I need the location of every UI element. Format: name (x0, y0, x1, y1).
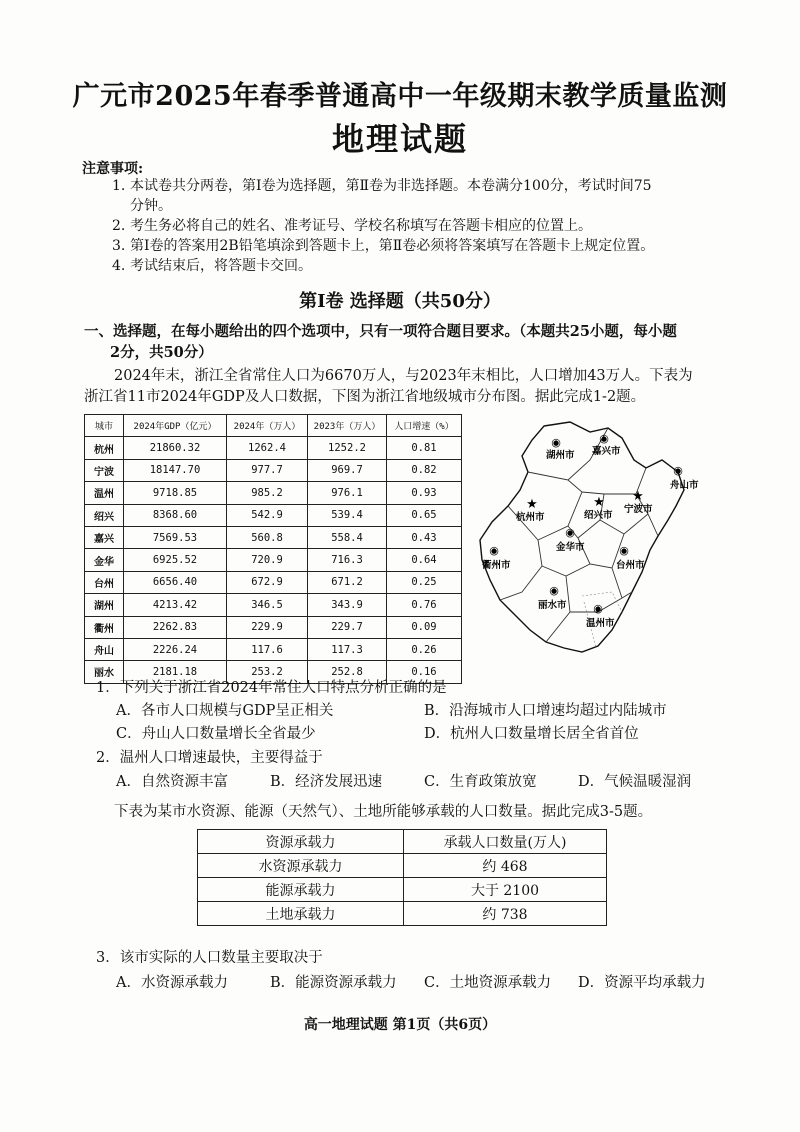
notice-item-1-cont: 分钟。 (130, 198, 172, 214)
value-cell: 9718.85 (124, 482, 227, 504)
city-name-cell: 衢州 (85, 616, 124, 638)
map-label-hangzhou: 杭州市 (516, 512, 545, 523)
value-cell: 716.3 (308, 549, 387, 571)
map-pin-icon: ◉ (673, 464, 683, 477)
question-3-option-c[interactable]: C．土地资源承载力 (424, 975, 552, 991)
notice-heading: 注意事项: (82, 161, 144, 177)
map-pin-icon: ◉ (489, 544, 499, 557)
col-header: 2024年（万人） (227, 415, 308, 437)
value-cell: 671.2 (308, 571, 387, 593)
map-pin-icon: ◉ (549, 584, 559, 597)
section-instruction: 一、选择题，在每小题给出的四个选项中，只有一项符合题目要求。（本题共25小题，每小题 (84, 323, 677, 340)
exam-subject: 地理试题 (331, 120, 468, 158)
col-header: 承载人口数量(万人) (404, 830, 607, 854)
passage-1: 2024年末，浙江全省常住人口为6670万人，与2023年末相比，人口增加43万人。下表为 (114, 368, 693, 384)
city-name-cell: 舟山 (85, 638, 124, 660)
value-cell: 2181.18 (124, 661, 227, 683)
resource-capacity-table (197, 829, 607, 926)
map-label-zhoushan: 舟山市 (670, 480, 699, 491)
map-label-jinhua: 金华市 (556, 542, 585, 553)
city-name-cell: 宁波 (85, 459, 124, 481)
map-label-wenzhou: 温州市 (586, 618, 615, 629)
value-cell: 0.64 (387, 549, 462, 571)
star-icon: ★ (526, 497, 538, 512)
value-cell: 0.16 (387, 661, 462, 683)
section-instruction-cont: 2分，共50分） (110, 344, 213, 361)
value-cell: 0.82 (387, 459, 462, 481)
table-row: 土地承载力 约 738 (198, 902, 607, 926)
value-cell: 117.3 (308, 638, 387, 660)
question-3-stem: 3．该市实际的人口数量主要取决于 (96, 950, 323, 966)
city-name-cell: 绍兴 (85, 504, 124, 526)
map-label-huzhou: 湖州市 (546, 450, 575, 461)
question-2-option-d[interactable]: D．气候温暖湿润 (578, 774, 692, 790)
value-cell: 1252.2 (308, 437, 387, 459)
map-label-quzhou: 衢州市 (482, 560, 511, 571)
value-cell: 346.5 (227, 594, 308, 616)
value-cell: 252.8 (308, 661, 387, 683)
map-label-jiaxing: 嘉兴市 (592, 446, 621, 457)
city-labels (482, 445, 699, 629)
province-outline (480, 422, 684, 652)
value-cell: 4213.42 (124, 594, 227, 616)
star-icon: ★ (593, 495, 605, 510)
map-label-ningbo: 宁波市 (624, 504, 653, 515)
value-cell: 672.9 (227, 571, 308, 593)
page-footer: 高一地理试题 第1页（共6页） (303, 1017, 497, 1033)
value-cell: 253.2 (227, 661, 308, 683)
value-cell: 985.2 (227, 482, 308, 504)
table-row (85, 638, 462, 660)
star-icon: ★ (632, 489, 644, 504)
city-name-cell: 丽水 (85, 661, 124, 683)
table-row: 水资源承载力 约 468 (198, 854, 607, 878)
value-cell: 539.4 (308, 504, 387, 526)
table-row (85, 482, 462, 504)
city-name-cell: 温州 (85, 482, 124, 504)
value-cell: 343.9 (308, 594, 387, 616)
value-cell: 0.09 (387, 616, 462, 638)
table-row (85, 571, 462, 593)
table-row (85, 616, 462, 638)
question-1-stem: 1．下列关于浙江省2024年常住人口特点分析正确的是 (96, 680, 447, 696)
question-2-option-c[interactable]: C．生育政策放宽 (424, 774, 537, 790)
city-name-cell: 台州 (85, 571, 124, 593)
table-row (85, 504, 462, 526)
value-cell: 1262.4 (227, 437, 308, 459)
col-header: 2023年（万人） (308, 415, 387, 437)
map-label-shaoxing: 绍兴市 (584, 510, 613, 521)
question-2-stem: 2．温州人口增速最快，主要得益于 (96, 750, 323, 766)
exam-title: 广元市2025年春季普通高中一年级期末教学质量监测 (72, 81, 728, 112)
value-cell: 976.1 (308, 482, 387, 504)
city-name-cell: 金华 (85, 549, 124, 571)
zhejiang-city-map (472, 416, 712, 666)
value-cell: 0.25 (387, 571, 462, 593)
notice-item-1: 1. 本试卷共分两卷，第Ⅰ卷为选择题，第Ⅱ卷为非选择题。本卷满分100分，考试时间75 (112, 178, 652, 194)
map-label-lishui: 丽水市 (538, 600, 567, 611)
value-cell: 558.4 (308, 526, 387, 548)
value-cell: 6656.40 (124, 571, 227, 593)
value-cell: 7569.53 (124, 526, 227, 548)
city-name-cell: 湖州 (85, 594, 124, 616)
value-cell: 542.9 (227, 504, 308, 526)
question-2-option-b[interactable]: B．经济发展迅速 (270, 774, 383, 790)
question-3-option-b[interactable]: B．能源资源承载力 (270, 975, 397, 991)
table-row (85, 594, 462, 616)
value-cell: 0.26 (387, 638, 462, 660)
table-row (85, 437, 462, 459)
value-cell: 21860.32 (124, 437, 227, 459)
map-label-taizhou: 台州市 (616, 560, 645, 571)
question-3-option-d[interactable]: D．资源平均承载力 (578, 975, 706, 991)
notice-item-4: 4. 考试结束后，将答题卡交回。 (112, 258, 312, 274)
value-cell: 0.43 (387, 526, 462, 548)
col-header: 城市 (85, 415, 124, 437)
value-cell: 6925.52 (124, 549, 227, 571)
value-cell: 8368.60 (124, 504, 227, 526)
value-cell: 0.76 (387, 594, 462, 616)
city-name-cell: 杭州 (85, 437, 124, 459)
city-name-cell: 嘉兴 (85, 526, 124, 548)
question-1-option-d[interactable]: D．杭州人口数量增长居全省首位 (424, 726, 639, 742)
value-cell: 2226.24 (124, 638, 227, 660)
notice-item-2: 2. 考生务必将自己的姓名、准考证号、学校名称填写在答题卡相应的位置上。 (112, 218, 592, 234)
map-pin-icon: ◉ (565, 526, 575, 539)
passage-2: 下表为某市水资源、能源（天然气）、土地所能够承载的人口数量。据此完成3-5题。 (114, 804, 653, 820)
question-1-option-b[interactable]: B．沿海城市人口增速均超过内陆城市 (424, 703, 667, 719)
map-pin-icon: ◉ (593, 602, 603, 615)
value-cell: 560.8 (227, 526, 308, 548)
map-pin-icon: ◉ (599, 432, 609, 445)
table-row: 能源承载力 大于 2100 (198, 878, 607, 902)
question-1-option-c[interactable]: C．舟山人口数量增长全省最少 (116, 726, 316, 742)
question-1-option-a[interactable]: A．各市人口规模与GDP呈正相关 (116, 703, 334, 719)
table-row (85, 526, 462, 548)
map-pin-icon: ◉ (619, 544, 629, 557)
table-row (85, 549, 462, 571)
value-cell: 0.65 (387, 504, 462, 526)
col-header: 2024年GDP（亿元） (124, 415, 227, 437)
question-2-option-a[interactable]: A．自然资源丰富 (116, 774, 228, 790)
city-markers (489, 432, 683, 615)
value-cell: 2262.83 (124, 616, 227, 638)
value-cell: 18147.70 (124, 459, 227, 481)
value-cell: 229.9 (227, 616, 308, 638)
value-cell: 229.7 (308, 616, 387, 638)
value-cell: 0.93 (387, 482, 462, 504)
col-header: 资源承载力 (198, 830, 404, 854)
value-cell: 969.7 (308, 459, 387, 481)
table-header-row (198, 830, 607, 854)
value-cell: 720.9 (227, 549, 308, 571)
gdp-population-table (84, 414, 462, 684)
col-header: 人口增速（%） (387, 415, 462, 437)
value-cell: 977.7 (227, 459, 308, 481)
value-cell: 0.81 (387, 437, 462, 459)
table-header-row (85, 415, 462, 437)
map-pin-icon: ◉ (551, 436, 561, 449)
value-cell: 117.6 (227, 638, 308, 660)
table-row (85, 459, 462, 481)
question-3-option-a[interactable]: A．水资源承载力 (116, 975, 228, 991)
passage-1-cont: 浙江省11市2024年GDP及人口数据，下图为浙江省地级城市分布图。据此完成1-2题。 (84, 389, 646, 405)
notice-item-3: 3. 第Ⅰ卷的答案用2B铅笔填涂到答题卡上，第Ⅱ卷必须将答案填写在答题卡上规定位置。 (112, 238, 655, 254)
section-title: 第Ⅰ卷 选择题（共50分） (299, 291, 501, 312)
